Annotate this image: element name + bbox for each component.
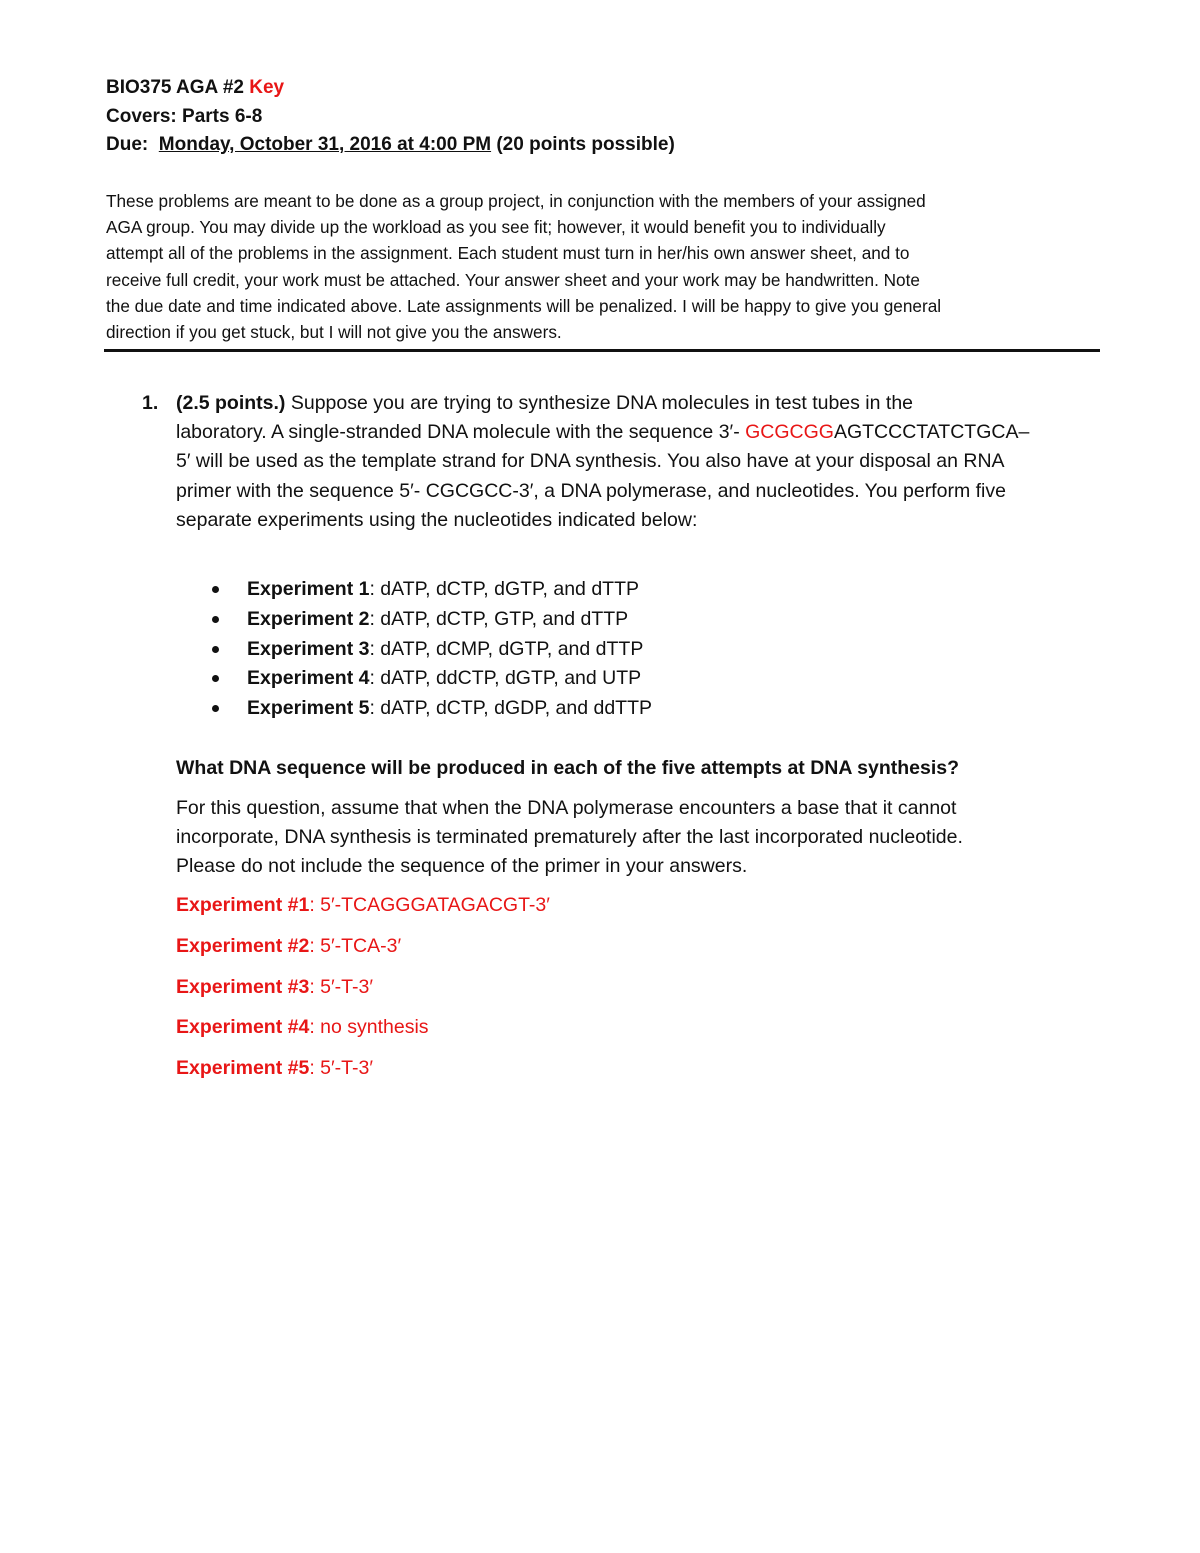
instructions-line: attempt all of the problems in the assignment. Each student must turn in her/his own answer sheet, and to bbox=[106, 243, 910, 264]
due-date: Monday, October 31, 2016 at 4:00 PM bbox=[158, 134, 492, 155]
bullet-icon bbox=[212, 616, 219, 623]
question-points: (2.5 points.) bbox=[176, 392, 286, 414]
document-header bbox=[106, 74, 1106, 160]
list-item bbox=[212, 575, 652, 605]
bullet-icon bbox=[212, 675, 219, 682]
bullet-icon bbox=[212, 646, 219, 653]
list-item bbox=[212, 694, 652, 724]
prompt-text: What DNA sequence will be produced in each of the five attempts at DNA synthesis? bbox=[176, 757, 960, 779]
points-possible: (20 points possible) bbox=[496, 134, 675, 155]
answer-value: : 5′-T-3′ bbox=[309, 975, 373, 998]
experiment-label: Experiment 1 bbox=[247, 578, 370, 600]
answer-value: : no synthesis bbox=[309, 1016, 429, 1039]
assumption-paragraph bbox=[176, 794, 1106, 882]
answer-value: : 5′-TCAGGGATAGACGT-3′ bbox=[309, 894, 550, 916]
answer-item bbox=[176, 891, 550, 920]
course-title: BIO375 AGA #2 bbox=[106, 77, 244, 98]
experiment-nucleotides: : dATP, dCTP, GTP, and dTTP bbox=[369, 607, 629, 630]
experiment-label: Experiment 5 bbox=[247, 697, 370, 720]
bullet-icon bbox=[212, 586, 219, 593]
assumption-line: Please do not include the sequence of the primer in your answers. bbox=[176, 855, 748, 878]
experiment-nucleotides: : dATP, dCTP, dGTP, and dTTP bbox=[369, 578, 639, 600]
question-line: 5′ will be used as the template strand for DNA synthesis. You also have at your disposal an RNA bbox=[176, 450, 1005, 473]
instructions-line: direction if you get stuck, but I will not give you the answers. bbox=[106, 322, 562, 343]
question-line: primer with the sequence 5′- CGCGCC-3′, a DNA polymerase, and nucleotides. You perform five bbox=[176, 479, 1006, 502]
instructions-line: These problems are meant to be done as a group project, in conjunction with the members of your assigned bbox=[106, 191, 926, 211]
question-text: AGTCCCTATCTGCA– bbox=[833, 421, 1030, 444]
instructions-line: the due date and time indicated above. Late assignments will be penalized. I will be happy to give you general bbox=[106, 295, 942, 316]
experiment-label: Experiment 4 bbox=[247, 667, 370, 690]
answer-item bbox=[176, 1013, 550, 1042]
question-prompt bbox=[176, 754, 1106, 783]
answer-label: Experiment #5 bbox=[176, 1057, 310, 1080]
instructions-line: receive full credit, your work must be attached. Your answer sheet and your work may be handwritten. Note bbox=[106, 269, 920, 290]
answer-label: Experiment #4 bbox=[176, 1016, 310, 1039]
list-item bbox=[212, 605, 652, 635]
question-text: laboratory. A single-stranded DNA molecule with the sequence 3′- bbox=[176, 421, 746, 444]
instructions-paragraph bbox=[106, 188, 1106, 345]
answer-item bbox=[176, 1054, 550, 1083]
question-text: Suppose you are trying to synthesize DNA molecules in test tubes in the bbox=[285, 392, 914, 414]
answer-label: Experiment #3 bbox=[176, 975, 310, 998]
experiment-nucleotides: : dATP, dCMP, dGTP, and dTTP bbox=[369, 637, 644, 660]
answer-label: Experiment #1 bbox=[176, 894, 310, 916]
experiment-nucleotides: : dATP, dCTP, dGDP, and ddTTP bbox=[369, 697, 653, 720]
question-number: 1. bbox=[142, 392, 159, 414]
question-line bbox=[176, 389, 1106, 418]
answer-item bbox=[176, 973, 550, 1002]
covers-line: Covers: Parts 6-8 bbox=[106, 105, 263, 127]
title-line bbox=[106, 74, 1106, 103]
experiment-list bbox=[212, 575, 652, 724]
due-label: Due: bbox=[106, 134, 149, 155]
bullet-icon bbox=[212, 705, 219, 712]
answer-value: : 5′-T-3′ bbox=[309, 1057, 373, 1080]
highlighted-sequence: GCGCGG bbox=[745, 421, 834, 444]
answer-item bbox=[176, 932, 550, 961]
section-divider bbox=[104, 349, 1100, 352]
answer-value: : 5′-TCA-3′ bbox=[309, 934, 402, 957]
key-label: Key bbox=[249, 77, 285, 98]
assumption-line: For this question, assume that when the DNA polymerase encounters a base that it cannot bbox=[176, 797, 957, 819]
experiment-label: Experiment 3 bbox=[247, 637, 370, 660]
list-item bbox=[212, 664, 652, 694]
question-body bbox=[176, 389, 1106, 535]
instructions-line: AGA group. You may divide up the workload as you see fit; however, it would benefit you to individually bbox=[106, 217, 886, 238]
question-line: separate experiments using the nucleotides indicated below: bbox=[176, 508, 698, 531]
experiment-nucleotides: : dATP, ddCTP, dGTP, and UTP bbox=[369, 667, 642, 690]
due-line bbox=[106, 131, 1106, 160]
question-line bbox=[176, 418, 1106, 447]
experiment-label: Experiment 2 bbox=[247, 607, 370, 630]
assumption-line: incorporate, DNA synthesis is terminated prematurely after the last incorporated nucleotide. bbox=[176, 826, 963, 849]
answer-label: Experiment #2 bbox=[176, 934, 310, 957]
answer-key bbox=[176, 891, 550, 1095]
list-item bbox=[212, 635, 652, 665]
